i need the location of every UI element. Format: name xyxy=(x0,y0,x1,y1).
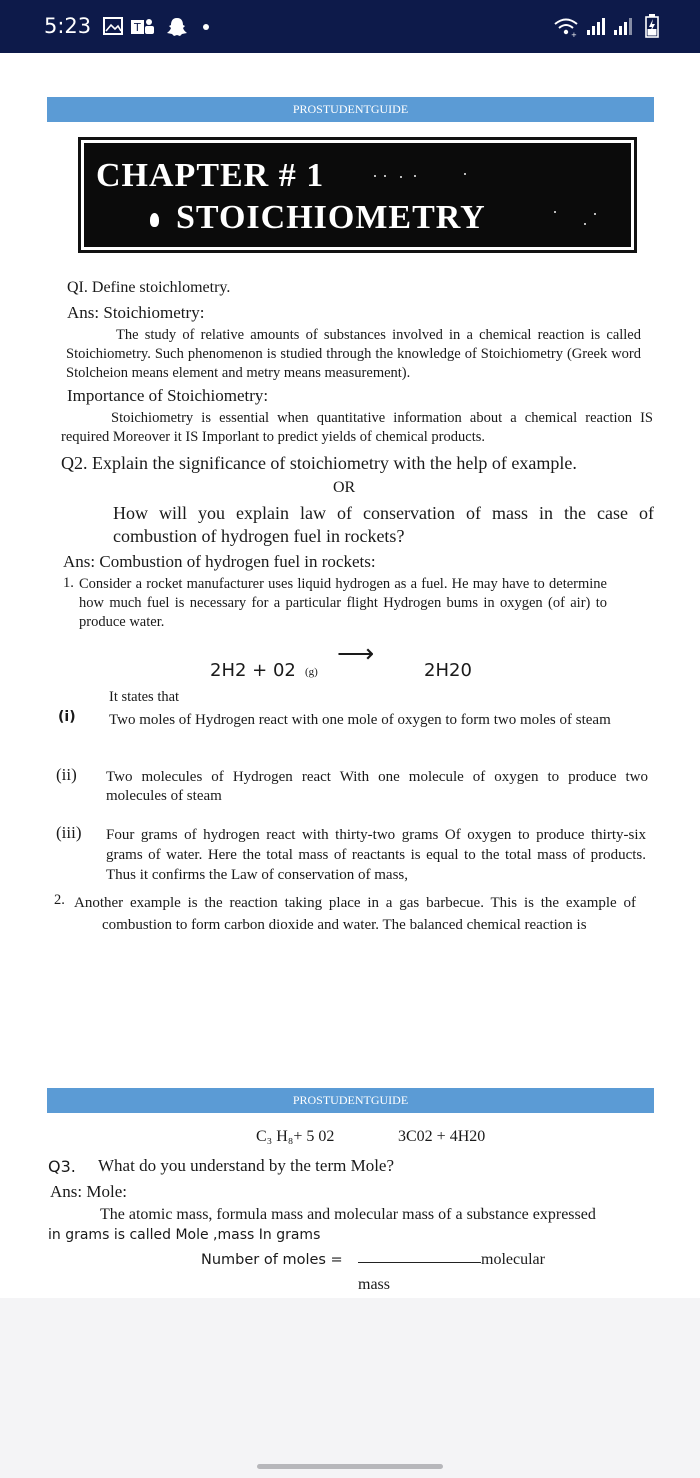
chapter-box xyxy=(78,137,637,253)
point-2-number: 2. xyxy=(54,892,65,908)
battery-charging-icon xyxy=(645,14,659,38)
item-i-label: (i) xyxy=(58,709,76,725)
item-i-text: Two moles of Hydrogen react with one mole of oxygen to form two moles of steam xyxy=(109,712,611,728)
answer-3-line-1: The atomic mass, formula mass and molecular mass of a substance expressed xyxy=(100,1206,596,1223)
item-iii-label: (iii) xyxy=(56,823,82,842)
gallery-icon xyxy=(103,17,123,35)
moles-formula-denominator: mass xyxy=(358,1276,390,1293)
importance-heading: Importance of Stoichiometry: xyxy=(67,386,269,405)
wifi-icon xyxy=(553,17,579,37)
item-ii-label: (ii) xyxy=(56,765,77,784)
point-2-text: Another example is the reaction taking place in a gas barbecue. This is the example of combustion to form carbon dioxide and water. The balanced chemical reaction is xyxy=(74,895,636,933)
equation-1-right: 2H20 xyxy=(424,660,472,681)
answer-3-line-2: in grams is called Mole ,mass In grams xyxy=(48,1227,321,1243)
question-3-text: What do you understand by the term Mole? xyxy=(98,1156,395,1175)
snapchat-icon xyxy=(166,17,188,37)
header-banner: PROSTUDENTGUIDE xyxy=(47,97,654,122)
bullet-icon xyxy=(150,213,159,227)
status-bar xyxy=(0,0,700,53)
equation-1-left: 2H2 + 02 xyxy=(210,660,296,681)
chapter-subtitle: STOICHIOMETRY xyxy=(176,199,486,236)
equation-2-right: 3C02 + 4H20 xyxy=(398,1128,486,1145)
footer-banner: PROSTUDENTGUIDE xyxy=(47,1088,654,1113)
svg-text:T: T xyxy=(134,21,141,34)
navigation-bar xyxy=(0,1298,700,1478)
dot-icon xyxy=(202,23,210,31)
svg-text:+: + xyxy=(571,31,577,37)
answer-1-heading: Ans: Stoichiometry: xyxy=(67,303,205,322)
moles-formula-label: Number of moles = xyxy=(201,1252,343,1268)
home-gesture-handle[interactable] xyxy=(257,1464,443,1469)
point-1-text: Consider a rocket manufacturer uses liquid hydrogen as a fuel. He may have to determine how much fuel is necessary for a particular flight Hydrogen bums in oxygen (of air) to produce water. xyxy=(79,576,607,630)
question-3-number: Q3. xyxy=(48,1157,76,1176)
question-2-alternative: How will you explain law of conservation of mass in the case of combustion of hydrogen fuel in rockets? xyxy=(113,503,654,546)
equation-1-state: (g) xyxy=(305,666,318,678)
document-page[interactable] xyxy=(0,53,700,1298)
answer-3-heading: Ans: Mole: xyxy=(50,1182,127,1201)
chapter-title: CHAPTER # 1 xyxy=(96,157,325,194)
answer-1-paragraph: The study of relative amounts of substances involved in a chemical reaction is called Stoichiometry. Such phenomenon is studied through the knowledge of Stoichiometry (Greek word Stolcheion means element and metry means measurement). xyxy=(66,327,641,381)
teams-icon xyxy=(130,17,156,37)
states-that: It states that xyxy=(109,689,180,705)
status-time: 5:23 xyxy=(44,14,92,38)
item-iii-text: Four grams of hydrogen react with thirty-two grams Of oxygen to produce thirty-six grams of water. Here the total mass of reactants is equal to the total mass of products. Thus it confirms the Law of conservation of mass, xyxy=(106,827,646,883)
signal-icon xyxy=(612,17,634,37)
item-ii-text: Two molecules of Hydrogen react With one molecule of oxygen to produce two molecules of steam xyxy=(106,769,648,804)
reaction-arrow-icon: ⟶ xyxy=(337,639,375,668)
importance-paragraph: Stoichiometry is essential when quantitative information about a chemical reaction IS required Moreover it IS Imporlant to predict yields of chemical products. xyxy=(61,410,653,445)
moles-formula-numerator: molecular xyxy=(481,1251,545,1268)
fraction-bar xyxy=(358,1262,481,1263)
point-1-number: 1. xyxy=(63,575,74,591)
equation-2-left: C₃ H₈+ 5 02 xyxy=(256,1128,335,1145)
question-1: QI. Define stoichlometry. xyxy=(67,279,231,296)
question-2: Q2. Explain the significance of stoichiometry with the help of example. xyxy=(61,453,577,473)
or-separator: OR xyxy=(333,479,356,496)
answer-2-heading: Ans: Combustion of hydrogen fuel in rockets: xyxy=(63,552,376,571)
signal-icon xyxy=(585,17,607,37)
